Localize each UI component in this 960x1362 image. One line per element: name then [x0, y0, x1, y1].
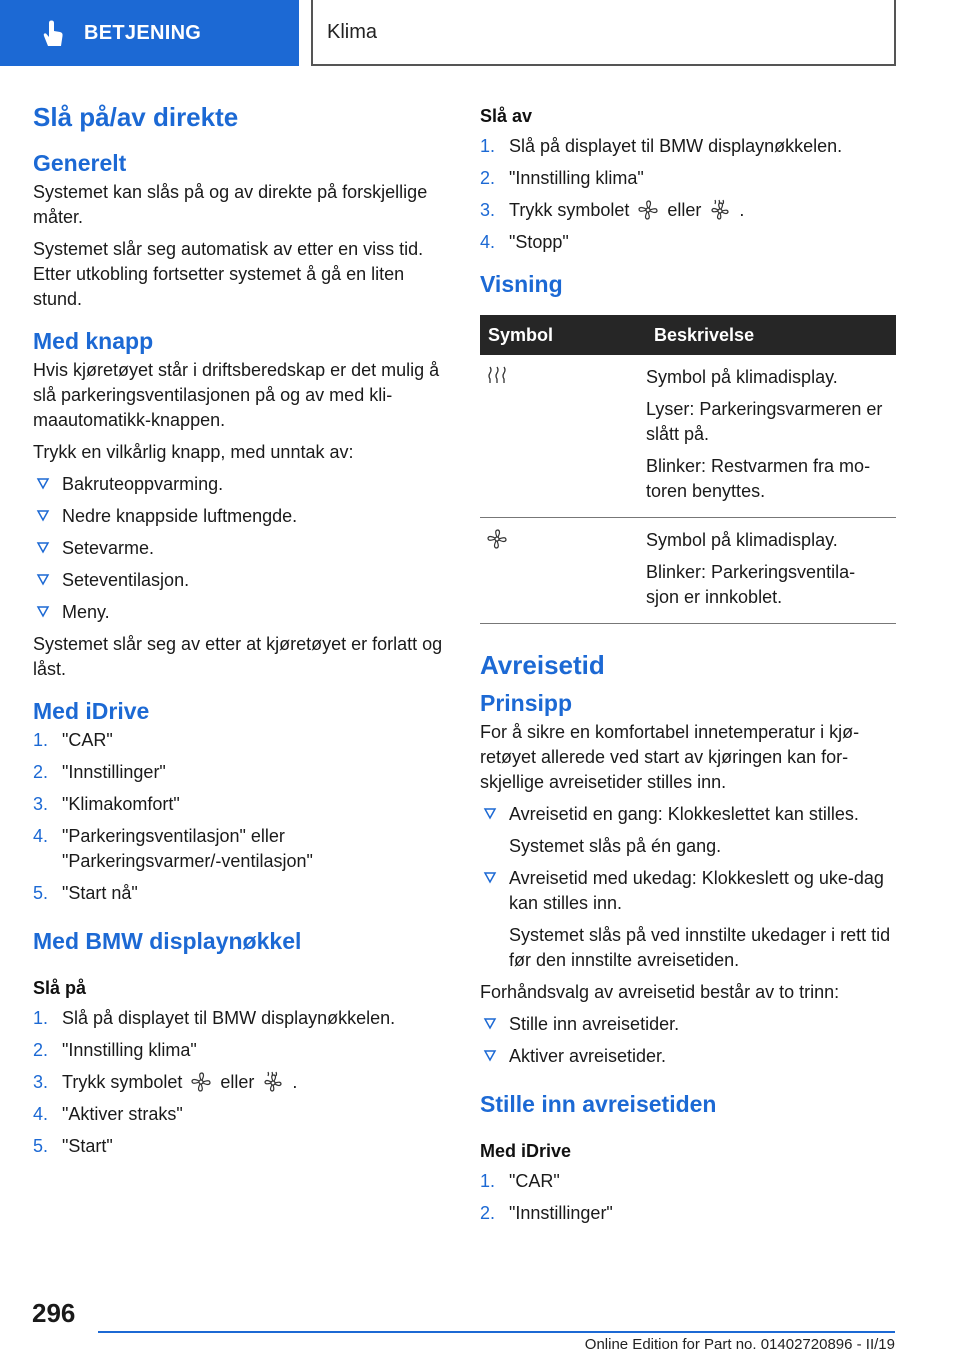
paragraph: Systemet slås på én gang. — [509, 836, 722, 856]
description-text: Symbol på klimadisplay. — [646, 530, 838, 550]
display-off-steps — [480, 134, 896, 255]
step-text: eller — [220, 1072, 255, 1092]
set-departure-steps — [480, 1169, 896, 1226]
subheading-sla-pa: Slå på — [33, 978, 87, 998]
description-text: Symbol på klimadisplay. — [646, 367, 838, 387]
paragraph: Systemet kan slås på og av direkte på forskjellige måter. — [33, 182, 428, 227]
step-item: 1. Slå på displayet til BMW displaynøkkelen. — [480, 136, 843, 156]
step-item: 4. "Parkeringsventilasjon" eller "Parkeringsvarmer/-ventilasjon" — [33, 826, 313, 871]
topic-tab — [311, 0, 896, 66]
step-item: 2. "Innstilling klima" — [480, 168, 644, 188]
step-text: "Innstilling klima" — [62, 1040, 197, 1060]
step-text: "CAR" — [62, 730, 113, 750]
idrive-steps — [33, 728, 448, 906]
departure-type-list — [480, 802, 896, 827]
step-item: 2. "Innstillinger" — [33, 762, 166, 782]
paragraph: Systemet slår seg av etter at kjøretøyet er forlatt og låst. — [33, 634, 443, 679]
paragraph: For å sikre en komfortabel innetemperatur i kjø-retøyet allerede ved start av kjøringen kan for-skjellige avreisetider stilles inn. — [480, 722, 860, 792]
paragraph: Hvis kjøretøyet står i driftsberedskap er det mulig å slå parkeringsventilasjonen på og av med kli-maautomatikk-knappen. — [33, 360, 440, 430]
heading-med-knapp: Med knapp — [33, 328, 154, 354]
step-item: 1. "CAR" — [33, 730, 113, 750]
bullet-triangle-icon — [36, 572, 50, 588]
step-item: 4. "Aktiver straks" — [33, 1104, 183, 1124]
left-column — [33, 100, 448, 1166]
step-text: . — [292, 1072, 298, 1092]
description-cell — [646, 518, 896, 624]
heading-med-idrive: Med iDrive — [33, 698, 150, 724]
step-text: "Aktiver straks" — [62, 1104, 183, 1124]
list-item — [480, 1044, 896, 1069]
description-text: Lyser: Parkeringsvarmeren er slått på. — [646, 399, 883, 444]
list-item-text: Bakruteoppvarming. — [62, 474, 224, 494]
bullet-triangle-icon — [483, 870, 497, 886]
step-text: "Innstillinger" — [62, 762, 166, 782]
list-item-text: Stille inn avreisetider. — [509, 1014, 680, 1034]
heading-stille-inn: Stille inn avreisetiden — [480, 1091, 717, 1117]
paragraph: Systemet slås på ved innstilte ukedager i rett tid før den innstilte avreisetiden. — [509, 925, 891, 970]
step-item: 2. "Innstilling klima" — [33, 1040, 197, 1060]
bullet-triangle-icon — [483, 806, 497, 822]
fan-icon — [486, 528, 508, 550]
step-text: "Innstillinger" — [509, 1203, 613, 1223]
step-text: Slå på displayet til BMW displaynøkkelen. — [62, 1008, 396, 1028]
step-text: "Parkeringsventilasjon" eller "Parkeringsvarmer/-ventilasjon" — [62, 826, 313, 871]
heater-icon — [486, 365, 508, 387]
list-item-text: Seteventilasjon. — [62, 570, 190, 590]
subheading-med-idrive: Med iDrive — [480, 1141, 572, 1161]
symbol-cell — [480, 355, 646, 518]
list-item — [480, 1012, 896, 1037]
step-text: Trykk symbolet — [62, 1072, 183, 1092]
bullet-triangle-icon — [483, 1016, 497, 1032]
step-item: 4. "Stopp" — [480, 232, 569, 252]
departure-type-list — [480, 866, 896, 916]
section-title-avreisetid: Avreisetid — [480, 650, 605, 680]
symbol-table — [480, 315, 896, 624]
step-text: "CAR" — [509, 1171, 560, 1191]
list-item-text: Avreisetid med ukedag: Klokkeslett og uke-dag kan stilles inn. — [509, 868, 884, 913]
paragraph: Trykk en vilkårlig knapp, med unntak av: — [33, 442, 354, 462]
heading-generelt: Generelt — [33, 150, 127, 176]
edition-note: Online Edition for Part no. 01402720896 - II/19 — [584, 1336, 895, 1353]
list-item — [33, 504, 448, 529]
paragraph: Systemet slår seg automatisk av etter en viss tid. Etter utkobling fortsetter systemet å gå en liten stund. — [33, 239, 424, 309]
page-number: 296 — [32, 1298, 76, 1328]
list-item — [33, 536, 448, 561]
page-title: Slå på/av direkte — [33, 102, 239, 132]
table-row — [480, 355, 896, 518]
column-header-description: Beskrivelse — [646, 315, 896, 355]
symbol-cell — [480, 518, 646, 624]
step-item: 1. "CAR" — [480, 1171, 560, 1191]
topic-label: Klima — [327, 20, 378, 43]
list-item-text: Avreisetid en gang: Klokkeslettet kan stilles. — [509, 804, 859, 824]
fan-icon — [190, 1071, 212, 1093]
bullet-triangle-icon — [36, 476, 50, 492]
list-item-text: Setevarme. — [62, 538, 155, 558]
step-text: "Innstilling klima" — [509, 168, 644, 188]
heading-visning: Visning — [480, 271, 563, 297]
step-item: 3. Trykk symbolet eller . — [480, 200, 745, 220]
touch-hand-icon — [36, 16, 70, 50]
fan-heat-icon — [262, 1071, 284, 1093]
section-label: BETJENING — [84, 21, 202, 44]
step-text: Trykk symbolet — [509, 200, 630, 220]
list-item — [33, 568, 448, 593]
bullet-triangle-icon — [483, 1048, 497, 1064]
column-header-symbol: Symbol — [480, 315, 646, 355]
step-item: 3. Trykk symbolet eller . — [33, 1072, 298, 1092]
list-item — [33, 600, 448, 625]
description-text: Blinker: Restvarmen fra mo-toren benyttes. — [646, 456, 871, 501]
list-item-text: Nedre knappside luftmengde. — [62, 506, 298, 526]
step-item: 3. "Klimakomfort" — [33, 794, 180, 814]
step-item: 2. "Innstillinger" — [480, 1203, 613, 1223]
bullet-triangle-icon — [36, 540, 50, 556]
preselection-list — [480, 1012, 896, 1069]
fan-icon — [637, 199, 659, 221]
step-item: 1. Slå på displayet til BMW displaynøkkelen. — [33, 1008, 396, 1028]
right-column — [480, 100, 896, 1233]
heading-displaynokkel: Med BMW displaynøkkel — [33, 928, 302, 954]
bullet-triangle-icon — [36, 508, 50, 524]
list-item-text: Meny. — [62, 602, 110, 622]
exception-list — [33, 472, 448, 625]
list-item — [33, 472, 448, 497]
list-item — [480, 802, 896, 827]
step-text: "Start nå" — [62, 883, 138, 903]
step-text: . — [739, 200, 745, 220]
section-tab — [0, 0, 299, 66]
display-on-steps — [33, 1006, 448, 1159]
step-text: "Klimakomfort" — [62, 794, 180, 814]
table-header-row — [480, 315, 896, 355]
list-item — [480, 866, 896, 916]
bullet-triangle-icon — [36, 604, 50, 620]
step-text: Slå på displayet til BMW displaynøkkelen. — [509, 136, 843, 156]
footer-divider — [98, 1331, 895, 1333]
list-item-text: Aktiver avreisetider. — [509, 1046, 667, 1066]
subheading-sla-av: Slå av — [480, 106, 533, 126]
step-text: eller — [667, 200, 702, 220]
step-item: 5. "Start nå" — [33, 883, 138, 903]
description-cell — [646, 355, 896, 518]
heading-prinsipp: Prinsipp — [480, 690, 573, 716]
step-text: "Stopp" — [509, 232, 569, 252]
step-text: "Start" — [62, 1136, 113, 1156]
step-item: 5. "Start" — [33, 1136, 113, 1156]
paragraph: Forhåndsvalg av avreisetid består av to trinn: — [480, 982, 840, 1002]
fan-heat-icon — [709, 199, 731, 221]
description-text: Blinker: Parkeringsventila-sjon er innkoblet. — [646, 562, 856, 607]
table-row — [480, 518, 896, 624]
